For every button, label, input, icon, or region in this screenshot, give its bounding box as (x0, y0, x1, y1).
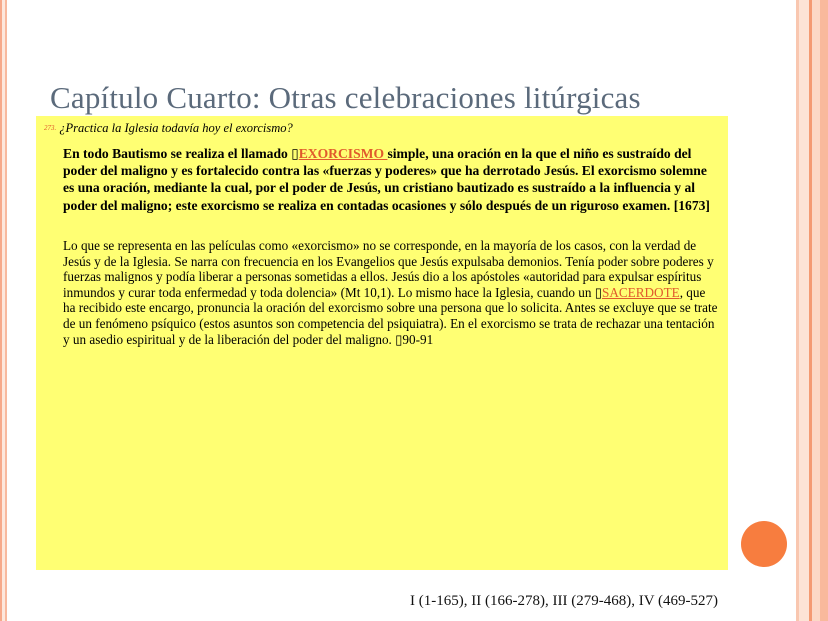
slide-title: Capítulo Cuarto: Otras celebraciones litúrgicas (50, 80, 641, 115)
answer-text-1: En todo Bautismo se realiza el llamado (63, 146, 292, 161)
left-decorative-border (0, 0, 7, 621)
link-marker-icon: ▯ (291, 146, 299, 161)
explanation-text-1: Lo que se representa en las películas como «exorcismo» no se corresponde, en la mayoría de los casos, con la verdad de Jesús y de la Iglesia. Se narra con frecuencia en los Evangelios que Jesús expulsaba demonios. Tenía poder sobre poderes y fuerzas malignos y podía liberar a personas sometidas a ellos. Jesús dio a los apóstoles «autoridad para expulsar espíritus inmundos y curar toda enfermedad y toda dolencia» (Mt 10,1). Lo mismo hace la Iglesia, cuando un (63, 238, 714, 300)
explanation-text-2: , que ha recibido este encargo, pronuncia la oración del exorcismo sobre una persona que lo solicita. Antes se excluye que se trate de un fenómeno psíquico (estos asuntos son competencia del psiquiatra). En el exorcismo se trata de rechazar una tentación y un asedio espiritual y de la liberación del poder del maligno. ▯90-91 (63, 284, 718, 347)
question-text: ¿Practica la Iglesia todavía hoy el exorcismo? (59, 121, 293, 135)
explanation-paragraph (63, 238, 719, 347)
answer-paragraph (63, 145, 719, 214)
footer-sections: I (1-165), II (166-278), III (279-468), IV (469-527) (410, 593, 718, 609)
decorative-circle (741, 521, 787, 567)
question (44, 121, 293, 136)
question-number: 273. (44, 124, 57, 132)
sacerdote-link[interactable]: SACERDOTE (602, 284, 680, 300)
exorcismo-link[interactable]: EXORCISMO (298, 146, 388, 161)
right-decorative-stripes (796, 0, 828, 621)
answer-text-2: simple, una oración en la que el niño es sustraído del poder del maligno y es fortalecido contra las «fuerzas y poderes» que ha derrotado Jesús. El exorcismo solemne es una oración, mediante la cual, por el poder de Jesús, un cristiano bautizado es sustraído a la influencia y al poder del maligno; este exorcismo se realiza en contadas ocasiones y sólo después de un riguroso examen. [1673] (63, 146, 710, 213)
link-marker-icon: ▯ (594, 284, 603, 300)
